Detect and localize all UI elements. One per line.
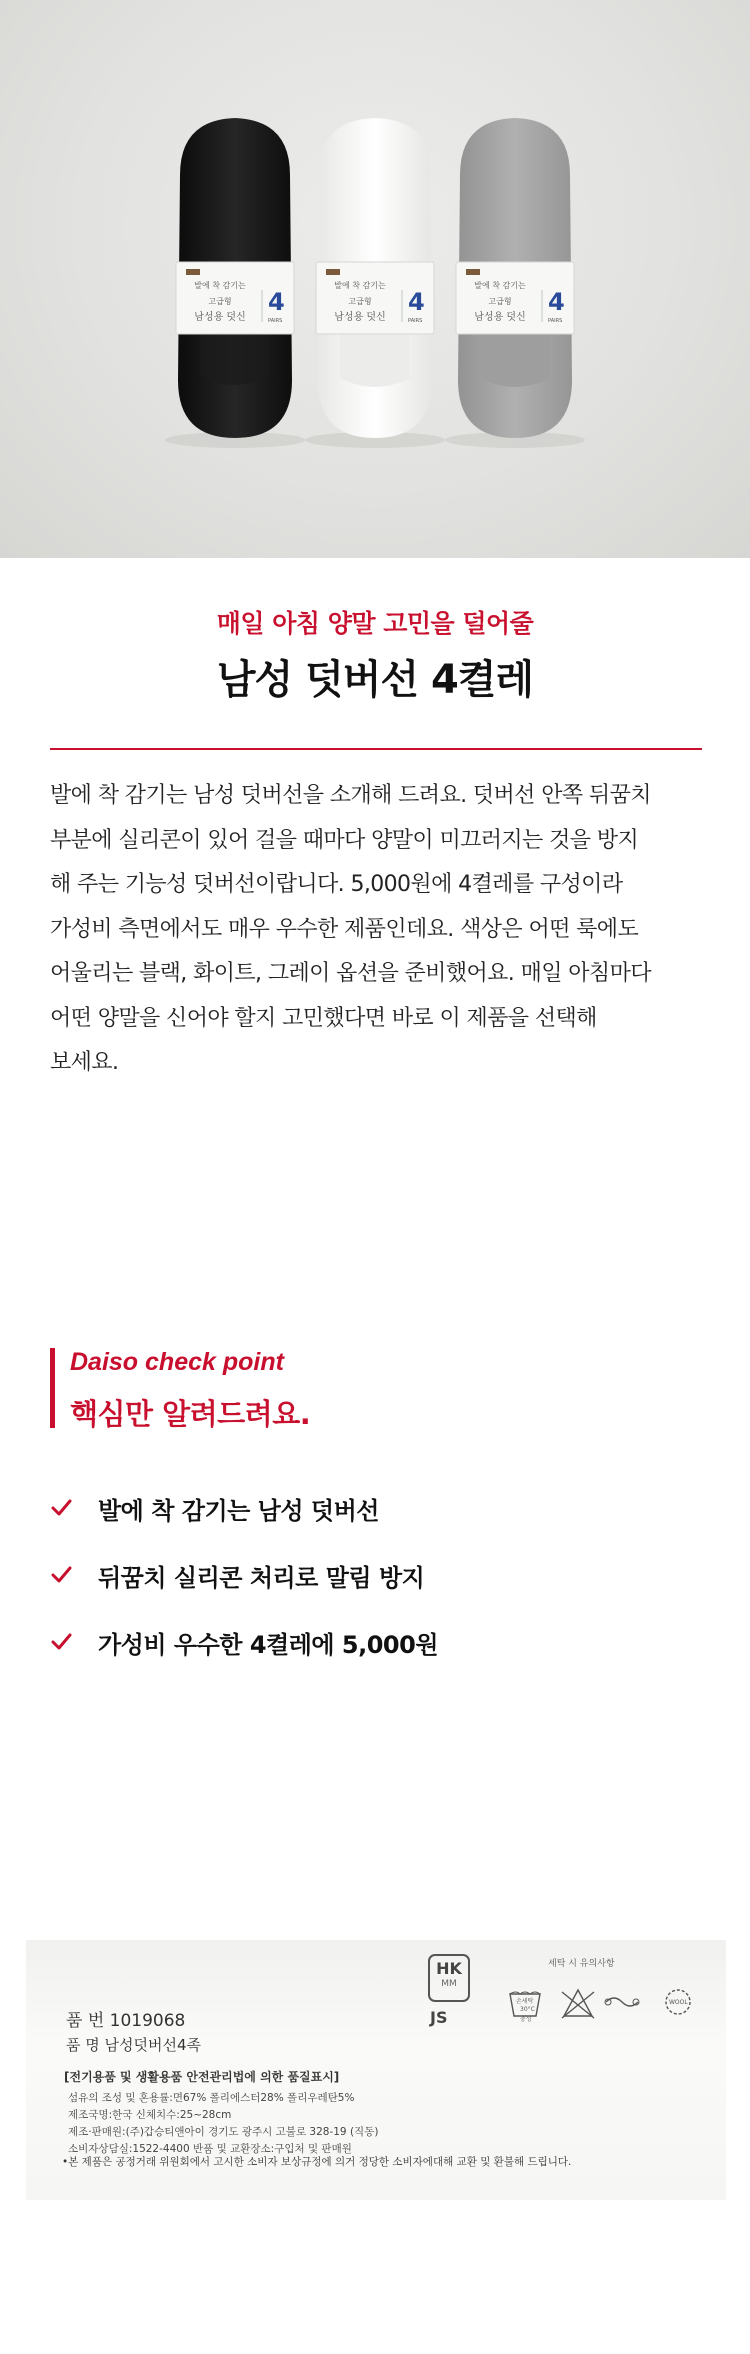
product-subtitle: 매일 아침 양말 고민을 덜어줄: [216, 609, 534, 638]
checkpoint-accent-bar: [50, 1348, 55, 1428]
description-line: 어떤 양말을 신어야 할지 고민했다면 바로 이 제품을 선택해: [50, 1005, 597, 1031]
checkmark-icon: [50, 1497, 72, 1519]
product-title: 남성 덧버선 4켤레: [216, 657, 534, 703]
band-text: 남성용 덧신: [194, 312, 246, 323]
checkpoint-item-text: 가성비 우수한 4켤레에 5,000원: [98, 1630, 439, 1659]
description-line: 가성비 측면에서도 매우 우수한 제품인데요. 색상은 어떤 룩에도: [50, 916, 639, 942]
mm-text: MM: [441, 1979, 457, 1989]
tag-detail-line: 제조국명:한국 신체치수:25~28cm: [68, 2109, 232, 2121]
no-wring-icon: [605, 1998, 639, 2006]
no-bleach-icon: [562, 1990, 594, 2018]
tag-detail-line: 섬유의 조성 및 혼용률:면67% 폴리에스터28% 폴리우레탄5%: [68, 2092, 355, 2104]
checkpoint-list: [50, 1480, 670, 1681]
band-unit: PAIRS: [408, 318, 423, 324]
list-item: [50, 1480, 670, 1536]
socks-illustration: [0, 0, 750, 558]
band-count: 4: [548, 288, 565, 316]
product-label-tag: [26, 1940, 726, 2200]
band-unit: PAIRS: [548, 318, 563, 324]
band-text: 고급형: [488, 297, 512, 306]
checkpoint-item-text: 발에 착 감기는 남성 덧버선: [98, 1496, 379, 1525]
product-photo: [0, 0, 750, 558]
band-unit: PAIRS: [268, 318, 283, 324]
product-code: 품 번 1019068: [66, 2011, 186, 2031]
product-description: [50, 774, 710, 1086]
band-count: 4: [408, 288, 425, 316]
band-text: 고급형: [208, 297, 232, 306]
checkpoint-label: Daiso check point: [70, 1348, 284, 1376]
list-item: [50, 1547, 670, 1603]
care-label: 중성: [520, 2016, 532, 2023]
divider: [50, 748, 702, 750]
care-label: 30°C: [520, 2006, 535, 2013]
tag-detail-line: 제조·판매원:(주)갑승티앤아이 경기도 광주시 고불로 328-19 (직동): [68, 2126, 379, 2138]
quality-law-heading: [전기용품 및 생활용품 안전관리법에 의한 품질표시]: [64, 2070, 340, 2084]
band-count: 4: [268, 288, 285, 316]
checkpoint-title: 핵심만 알려드려요.: [70, 1397, 311, 1431]
band-text: 발에 착 감기는: [334, 281, 386, 290]
band-text: 고급형: [348, 297, 372, 306]
care-title: 세탁 시 유의사항: [548, 1959, 615, 1969]
band-text: 남성용 덧신: [474, 312, 526, 323]
js-text: JS: [430, 2008, 448, 2027]
list-item: [50, 1614, 670, 1670]
checkmark-icon: [50, 1564, 72, 1586]
description-line: 부분에 실리콘이 있어 걸을 때마다 양말이 미끄러지는 것을 방지: [50, 827, 639, 853]
description-line: 발에 착 감기는 남성 덧버선을 소개해 드려요. 덧버선 안쪽 뒤꿈치: [50, 783, 651, 808]
checkpoint-item-text: 뒤꿈치 실리콘 처리로 말림 방지: [98, 1563, 425, 1592]
hk-badge: [428, 1954, 470, 2002]
band-text: 발에 착 감기는: [194, 281, 246, 290]
hk-text: HK: [436, 1959, 462, 1978]
care-label: 손세탁: [516, 1998, 534, 2005]
description-line: 해 주는 기능성 덧버선이랍니다. 5,000원에 4켤레를 구성이라: [50, 872, 623, 897]
care-label: WOOL: [669, 1999, 688, 2006]
band-text: 남성용 덧신: [334, 312, 386, 323]
refund-notice: •본 제품은 공정거래 위원회에서 고시한 소비자 보상규정에 의거 정당한 소비자에대해 교환 및 환불해 드립니다.: [62, 2156, 572, 2168]
product-name: 품 명 남성덧버선4족: [66, 2036, 202, 2054]
description-line: 보세요.: [50, 1050, 119, 1075]
tag-detail-line: 소비자상담실:1522-4400 반품 및 교환장소:구입처 및 판매원: [68, 2143, 352, 2155]
description-line: 어울리는 블랙, 화이트, 그레이 옵션을 준비했어요. 매일 아침마다: [50, 961, 651, 986]
checkmark-icon: [50, 1631, 72, 1653]
band-text: 발에 착 감기는: [474, 281, 526, 290]
